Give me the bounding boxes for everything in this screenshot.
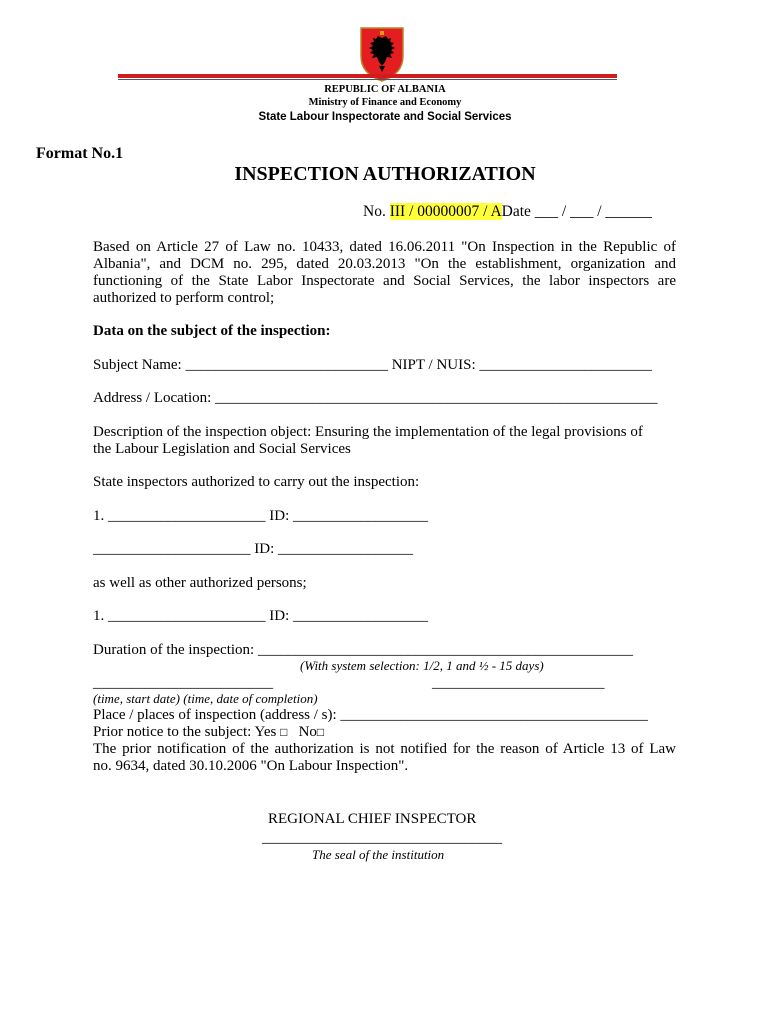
country-name: REPUBLIC OF ALBANIA [324, 84, 446, 95]
place-field[interactable]: Place / places of inspection (address / s): _________________________________________ [93, 707, 648, 723]
start-date-blank[interactable]: ________________________ [93, 675, 273, 691]
intro-line-3: functioning of the State Labor Inspectorate and Social Services, the labor inspectors are [93, 273, 676, 289]
inspector-row-1[interactable]: 1. _____________________ ID: __________________ [93, 508, 428, 524]
notification-line-2: no. 9634, dated 30.10.2006 "On Labour Inspection". [93, 758, 409, 774]
date-field[interactable]: Date ___ / ___ / ______ [501, 203, 652, 220]
no-checkbox[interactable]: □ [316, 725, 325, 739]
intro-line-1: Based on Article 27 of Law no. 10433, dated 16.06.2011 "On Inspection in the Republic of [93, 239, 676, 255]
document-title: INSPECTION AUTHORIZATION [234, 163, 536, 185]
yes-checkbox[interactable]: □ [280, 725, 288, 739]
description-line-2: the Labour Legislation and Social Services [93, 441, 351, 457]
number-prefix: No. [363, 203, 386, 220]
inspector-row-2[interactable]: _____________________ ID: __________________ [93, 541, 413, 557]
notification-line-1: The prior notification of the authorization is not notified for the reason of Article 13 of Law [93, 741, 676, 757]
subject-heading: Data on the subject of the inspection: [93, 323, 331, 339]
header-rule [118, 79, 617, 80]
intro-line-2: Albania", and DCM no. 295, dated 20.03.2013 "On the establishment, organization and [93, 256, 676, 272]
signatory-title: REGIONAL CHIEF INSPECTOR [268, 811, 477, 827]
intro-line-4: authorized to perform control; [93, 290, 275, 306]
address-field[interactable]: Address / Location: ___________________________________________________________ [93, 390, 658, 406]
signature-line[interactable]: ________________________________ [262, 830, 502, 846]
format-number: Format No.1 [36, 145, 124, 162]
time-note: (time, start date) (time, date of completion) [93, 691, 318, 706]
header-red-bar [118, 74, 617, 78]
other-person-row-1[interactable]: 1. _____________________ ID: __________________ [93, 608, 428, 624]
inspectors-label: State inspectors authorized to carry out the inspection: [93, 474, 420, 490]
seal-note: The seal of the institution [312, 847, 445, 862]
authorization-number-row [363, 203, 652, 220]
end-date-blank[interactable]: _______________________ [432, 675, 605, 691]
duration-field[interactable]: Duration of the inspection: __________________________________________________ [93, 642, 633, 658]
no-label: No [298, 724, 317, 740]
description-line-1: Description of the inspection object: Ensuring the implementation of the legal provisions of [93, 424, 643, 440]
subject-name-field[interactable]: Subject Name: ___________________________ NIPT / NUIS: _______________________ [93, 357, 652, 373]
agency-name: State Labour Inspectorate and Social Services [258, 111, 512, 123]
other-persons-label: as well as other authorized persons; [93, 575, 307, 591]
prior-notice-row [93, 724, 324, 741]
prior-notice-label: Prior notice to the subject: Yes [93, 724, 277, 740]
ministry-name: Ministry of Finance and Economy [308, 97, 462, 108]
authorization-number: III / 00000007 / A [389, 203, 502, 220]
system-selection-note: (With system selection: 1/2, 1 and ½ - 15 days) [300, 658, 544, 673]
